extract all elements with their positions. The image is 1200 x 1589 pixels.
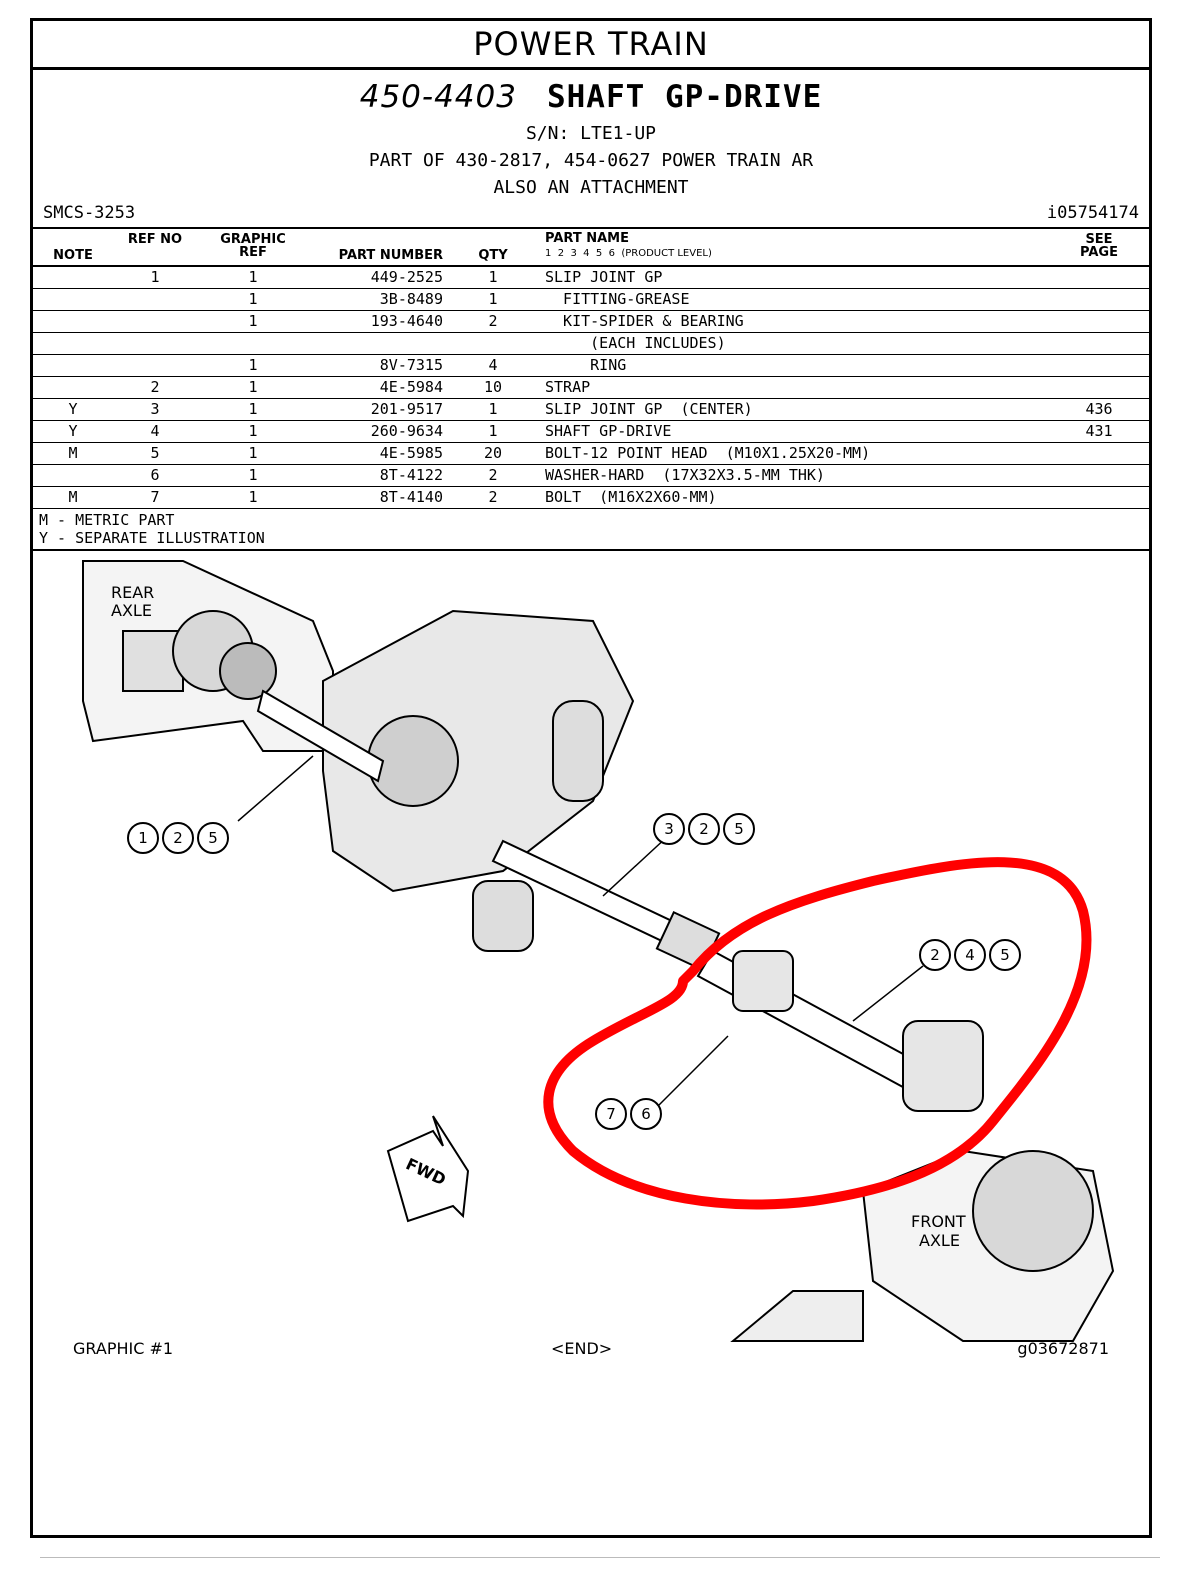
graphic-ref-cell: 1 [248,466,258,484]
forward-arrow-icon [388,1116,468,1221]
legend-item: M - METRIC PART [39,511,175,529]
part-number-cell: 260-9634 [370,422,443,440]
part-name-cell: SLIP JOINT GP [545,268,663,286]
col-ref-no: REF NO [127,232,183,247]
ref-no-cell: 6 [150,466,160,484]
part-name-cell: BOLT-12 POINT HEAD (M10X1.25X20-MM) [545,444,871,462]
table-row [33,443,1149,465]
graphic-ref-cell: 1 [248,356,258,374]
col-see-page: SEE PAGE [1080,232,1118,260]
qty-cell: 10 [483,378,503,396]
parts-page-frame [30,18,1152,1538]
qty-cell: 1 [488,422,498,440]
part-of-line: PART OF 430-2817, 454-0627 POWER TRAIN AR [368,150,814,171]
table-row [33,377,1149,399]
part-name-cell: BOLT (M16X2X60-MM) [545,488,717,506]
graphic-ref-cell: 1 [248,400,258,418]
callout-number: 3 [664,820,674,838]
callout-number: 2 [173,829,183,847]
part-name-cell: RING [545,356,627,374]
ref-no-cell: 3 [150,400,160,418]
part-name-cell: WASHER-HARD (17X32X3.5-MM THK) [545,466,825,484]
callout-number: 7 [606,1105,616,1123]
front-axle-label: AXLE [919,1231,960,1250]
table-row [33,355,1149,377]
graphic-ref-cell: 1 [248,312,258,330]
part-header [33,71,1149,198]
ref-no-cell: 4 [150,422,160,440]
part-name-cell: FITTING-GREASE [545,290,690,308]
qty-cell: 20 [483,444,503,462]
table-row [33,399,1149,421]
col-qty: QTY [478,248,508,263]
part-name-cell: KIT-SPIDER & BEARING [545,312,744,330]
serial-number: S/N: LTE1-UP [525,123,657,144]
callout-group-b [603,814,754,896]
part-number-cell: 8T-4122 [379,466,443,484]
graphic-ref-cell: 1 [248,290,258,308]
callout-group-c [853,940,1020,1021]
part-number-cell: 8T-4140 [379,488,443,506]
note-cell: Y [68,422,78,440]
callout-number: 4 [965,946,975,964]
part-name-cell: SLIP JOINT GP (CENTER) [545,400,753,418]
callout-number: 1 [138,829,148,847]
table-row [33,487,1149,509]
qty-cell: 1 [488,400,498,418]
qty-cell: 1 [488,268,498,286]
callout-number: 6 [641,1105,651,1123]
see-page-cell: 431 [1085,422,1113,440]
ref-no-cell: 5 [150,444,160,462]
qty-cell: 2 [488,312,498,330]
part-name-cell: STRAP [545,378,591,396]
legend-item: Y - SEPARATE ILLUSTRATION [39,529,265,547]
part-number-cell: 4E-5984 [379,378,443,396]
qty-cell: 4 [488,356,498,374]
note-cell: M [68,488,78,506]
col-part-name: PART NAME [545,231,629,246]
graphic-id: g03672871 [1017,1339,1109,1358]
table-row [33,267,1149,289]
part-number-cell: 4E-5985 [379,444,443,462]
callout-number: 5 [1000,946,1010,964]
callout-number: 5 [734,820,744,838]
legend [33,509,1149,551]
note-cell: Y [68,400,78,418]
table-row [33,289,1149,311]
end-marker: <END> [551,1339,613,1358]
graphic-ref-cell: 1 [248,444,258,462]
graphic-number: GRAPHIC #1 [73,1339,174,1358]
ref-no-cell: 1 [150,268,160,286]
front-driveshaft [698,951,983,1111]
document-id: i05754174 [1046,203,1139,223]
callout-number: 2 [699,820,709,838]
note-cell: M [68,444,78,462]
front-axle-label: FRONT [911,1212,966,1231]
page-bottom-rule [40,1557,1160,1558]
ref-no-cell: 7 [150,488,160,506]
col-graphic-ref: GRAPHIC REF [220,232,286,260]
rear-axle-label: AXLE [111,601,152,620]
callout-number: 5 [208,829,218,847]
part-name-cell: (EACH INCLUDES) [545,334,726,352]
attachment-line: ALSO AN ATTACHMENT [493,177,689,198]
col-product-level: 1 2 3 4 5 6 (PRODUCT LEVEL) [545,248,712,259]
graphic-ref-cell: 1 [248,422,258,440]
smcs-code: SMCS-3253 [43,203,136,223]
rear-axle-label: REAR [111,583,155,602]
parts-table [33,227,1149,551]
group-part-number: 450-4403 [359,79,517,115]
part-name-cell: SHAFT GP-DRIVE [545,422,672,440]
part-number-cell: 3B-8489 [379,290,443,308]
col-note: NOTE [53,248,93,263]
part-number-cell: 193-4640 [370,312,443,330]
part-number-cell: 201-9517 [370,400,443,418]
qty-cell: 2 [488,488,498,506]
fwd-label: FWD [402,1154,449,1190]
callout-group-d [596,1036,728,1129]
callout-group-a [128,756,313,853]
page-title: POWER TRAIN [33,21,1149,70]
ref-no-cell: 2 [150,378,160,396]
part-number-cell: 8V-7315 [379,356,443,374]
col-part-number: PART NUMBER [338,248,443,263]
callout-number: 2 [930,946,940,964]
graphic-ref-cell: 1 [248,488,258,506]
table-row [33,333,1149,355]
table-row [33,465,1149,487]
qty-cell: 2 [488,466,498,484]
table-row [33,311,1149,333]
table-header [33,229,1149,267]
drivetrain-illustration [33,551,1149,1351]
part-number-cell: 449-2525 [370,268,443,286]
see-page-cell: 436 [1085,400,1113,418]
group-part-name: SHAFT GP-DRIVE [546,79,823,115]
table-body [33,267,1149,509]
graphic-ref-cell: 1 [248,378,258,396]
graphic-ref-cell: 1 [248,268,258,286]
table-row [33,421,1149,443]
qty-cell: 1 [488,290,498,308]
